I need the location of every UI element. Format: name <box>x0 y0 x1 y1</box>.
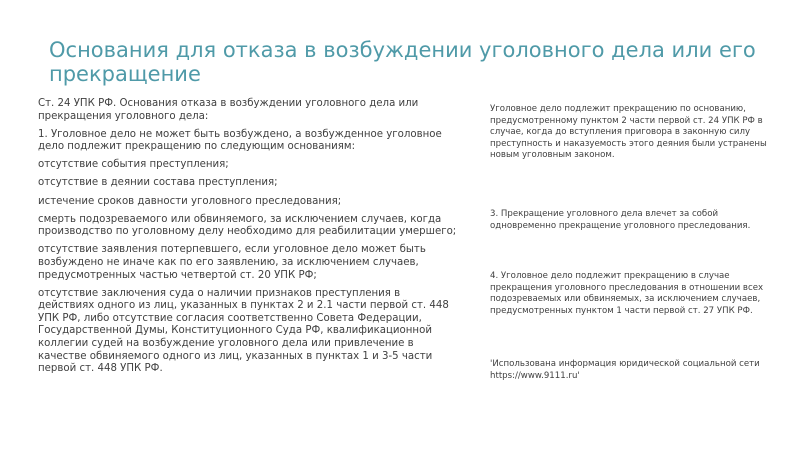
list-item: отсутствие заключения суда о наличии признаков преступления в действиях одного из лиц, указанных в пунктах 2 и 2.1 части первой ст. 448 УПК РФ, либо отсутствие согласия соответственно Совета Федерации, Государственной Думы, Конституционного Суда РФ, квалификационной коллегии судей на возбуждение уголовного дела или привлечение в качестве обвиняемого одного из лиц, указанных в пунктах 1 и 3-5 части первой ст. 448 УПК РФ. <box>38 287 449 375</box>
paragraph: 1. Уголовное дело не может быть возбуждено, а возбужденное уголовное дело подлежит прекращению по следующим основаниям: <box>38 128 442 153</box>
list-item: отсутствие события преступления; <box>38 159 229 171</box>
slide-title: Основания для отказа в возбуждении уголовного дела или его прекращение <box>49 38 756 86</box>
paragraph: 4. Уголовное дело подлежит прекращению в случае прекращения уголовного преследования в отношении всех подозреваемых или обвиняемых, за исключением случаев, предусмотренных пунктом 1 части первой ст. 27 УПК РФ. <box>490 271 764 316</box>
list-item: отсутствие заявления потерпевшего, если уголовное дело может быть возбуждено не иначе как по его заявлению, за исключением случаев, предусмотренных частью четвертой ст. 20 УПК РФ; <box>38 244 426 281</box>
list-item: отсутствие в деянии состава преступления; <box>38 177 278 189</box>
left-text-column <box>38 98 458 381</box>
paragraph: Уголовное дело подлежит прекращению по основанию, предусмотренному пунктом 2 части первой ст. 24 УПК РФ в случае, когда до вступления приговора в законную силу преступность и наказуемость этого деяния были устранены новым уголовным законом. <box>490 104 767 161</box>
paragraph: Ст. 24 УПК РФ. Основания отказа в возбуждении уголовного дела или прекращения уголовного дела: <box>38 98 419 122</box>
paragraph: 3. Прекращение уголовного дела влечет за собой одновременно прекращение уголовного преследования. <box>490 209 751 231</box>
list-item: истечение сроков давности уголовного преследования; <box>38 195 342 207</box>
list-item: смерть подозреваемого или обвиняемого, за исключением случаев, когда производство по уголовному делу необходимо для реабилитации умершего; <box>38 213 457 238</box>
source-note: 'Использована информация юридической социальной сети https://www.9111.ru' <box>490 359 760 381</box>
